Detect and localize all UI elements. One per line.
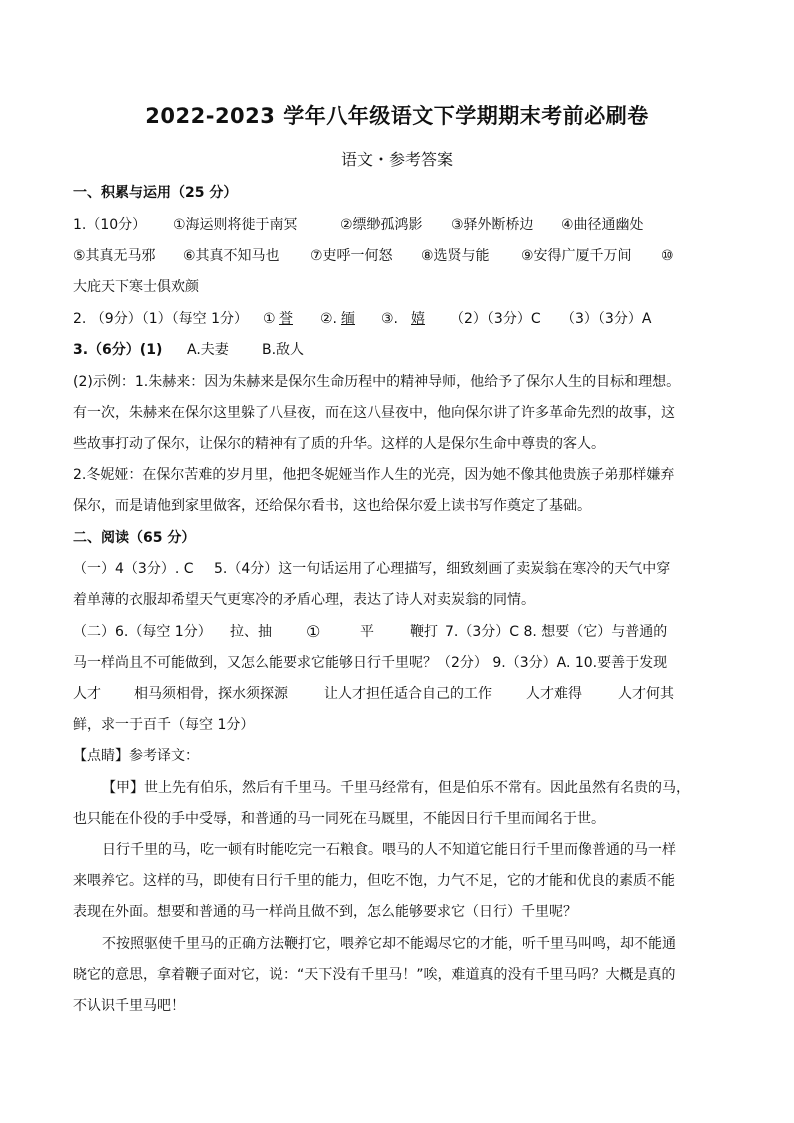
q10-answer-2: 相马须相骨，探水须探源: [134, 686, 288, 702]
tips-heading: 【点睛】参考译文：: [73, 748, 199, 764]
reading-part2-q6-answer-1: 拉、抽: [230, 624, 272, 640]
q10-answer-5: 人才何其: [618, 686, 674, 702]
section2-heading: 二、阅读（65 分）: [73, 530, 196, 546]
q1-answer-2: ②缥缈孤鸿影: [340, 217, 423, 233]
q10-answer-3: 让人才担任适合自己的工作: [324, 686, 492, 702]
q1-row2: [73, 246, 733, 266]
q1-answer-1: ①海运则将徙于南冥: [173, 217, 298, 233]
q3-row: [73, 340, 733, 360]
translation-para1-line-2: 也只能在仆役的手中受辱，和普通的马一同死在马厩里，不能因日行千里而闻名于世。: [73, 811, 605, 827]
page-title: 2022-2023 学年八年级语文下学期期末考前必刷卷: [145, 104, 649, 128]
q2-answer-1-mark: ①: [263, 311, 276, 327]
q2-answer-1: 誉: [279, 311, 293, 327]
q3-example-line-2: 有一次，朱赫来在保尔这里躲了八昼夜，而在这八昼夜中，他向保尔讲了许多革命先烈的故事，这: [73, 405, 675, 421]
q3-example-line-4: 2.冬妮娅：在保尔苦难的岁月里，他把冬妮娅当作人生的光亮，因为她不像其他贵族子弟那样嫌弃: [73, 467, 675, 483]
q2-answer-2: 缅: [341, 311, 355, 327]
translation-para3-line-1: 不按照驱使千里马的正确方法鞭打它，喂养它却不能竭尽它的才能，听千里马叫鸣，却不能通: [102, 936, 676, 952]
translation-para2-line-3: 表现在外面。想要和普通的马一样尚且做不到，怎么能够要求它（日行）千里呢？: [73, 904, 577, 920]
reading-part1-q5: 5.（4分）这一句话运用了心理描写，细致刻画了卖炭翁在寒冷的天气中穿: [214, 561, 671, 577]
reading-part2-line-4: 鲜，求一于百千（每空 1分）: [73, 717, 255, 733]
q1-answer-3: ③驿外断桥边: [451, 217, 534, 233]
translation-para3-line-3: 不认识千里马吧！: [73, 998, 185, 1014]
section1-heading: 一、积累与运用（25 分）: [73, 185, 238, 201]
reading-part2-q6-label: （二）6.（每空 1分）: [73, 624, 212, 640]
q3-example-line-3: 些故事打动了保尔，让保尔的精神有了质的升华。这样的人是保尔生命中尊贵的客人。: [73, 436, 605, 452]
reading-part2-q6-answer-3: 平: [360, 624, 374, 640]
q2-part2: （2）（3分）C: [450, 311, 541, 327]
reading-part2-line-2: 马一样尚且不可能做到，又怎么能要求它能够日行千里呢？（2分） 9.（3分）A. 10.要善于发现: [73, 655, 668, 671]
q1-answer-5: ⑤其真无马邪: [73, 248, 156, 264]
reading-part2-line-1: [73, 622, 733, 642]
q3-answer-b: B.敌人: [262, 342, 305, 358]
q2-row: [73, 309, 733, 329]
q2-answer-3-mark: ③.: [381, 311, 399, 327]
translation-para2-line-2: 来喂养它。这样的马，即使有日行千里的能力，但吃不饱，力气不足，它的才能和优良的素质不能: [73, 873, 675, 889]
translation-para1-line-1: 【甲】世上先有伯乐，然后有千里马。千里马经常有，但是伯乐不常有。因此虽然有名贵的马，: [102, 780, 690, 796]
q3-example-line-5: 保尔，而是请他到家里做客，还给保尔看书，这也给保尔爱上读书写作奠定了基础。: [73, 498, 591, 514]
page-subtitle: 语文・参考答案: [340, 150, 453, 169]
reading-part2-q7-q8: 7.（3分）C 8. 想要（它）与普通的: [445, 624, 668, 640]
q1-continuation: 大庇天下寒士俱欢颜: [73, 279, 199, 295]
reading-part1-line-1: [73, 559, 733, 579]
q3-answer-a: A.夫妻: [187, 342, 229, 358]
q1-label: 1.（10分）: [73, 217, 147, 233]
q1-answer-7: ⑦吏呼一何怒: [310, 248, 393, 264]
q2-answer-2-mark: ②.: [320, 311, 338, 327]
q1-answer-9: ⑨安得广厦千万间: [521, 248, 632, 264]
reading-part2-q6-answer-4: 鞭打: [410, 624, 438, 640]
q1-answer-4: ④曲径通幽处: [561, 217, 644, 233]
q10-answer-4: 人才难得: [526, 686, 582, 702]
q2-part3: （3）（3分）A: [561, 311, 652, 327]
reading-part2-q6-answer-2: ①: [306, 622, 321, 641]
q3-label: 3.（6分）(1): [73, 342, 163, 358]
q1-answer-8: ⑧选贤与能: [421, 248, 490, 264]
q1-answer-6: ⑥其真不知马也: [183, 248, 280, 264]
reading-part2-line-3: [73, 684, 733, 704]
reading-part1-q4: （一）4（3分）. C: [73, 561, 194, 577]
q3-example-line-1: (2)示例：1.朱赫来：因为朱赫来是保尔生命历程中的精神导师，他给予了保尔人生的目标和理想。: [73, 374, 681, 390]
translation-para3-line-2: 晓它的意思，拿着鞭子面对它，说：“天下没有千里马！”唉，难道真的没有千里马吗？大概是真的: [73, 967, 676, 983]
reading-part1-line-2: 着单薄的衣服却希望天气更寒冷的矛盾心理，表达了诗人对卖炭翁的同情。: [73, 592, 535, 608]
q10-answer-1: 人才: [73, 686, 101, 702]
translation-para2-line-1: 日行千里的马，吃一顿有时能吃完一石粮食。喂马的人不知道它能日行千里而像普通的马一样: [102, 842, 676, 858]
q1-answer-10-marker: ⑩: [661, 248, 674, 264]
q2-label: 2. （9分）（1）（每空 1分）: [73, 311, 248, 327]
q2-answer-3: 嬉: [411, 311, 425, 327]
q1-row1: [73, 215, 733, 235]
